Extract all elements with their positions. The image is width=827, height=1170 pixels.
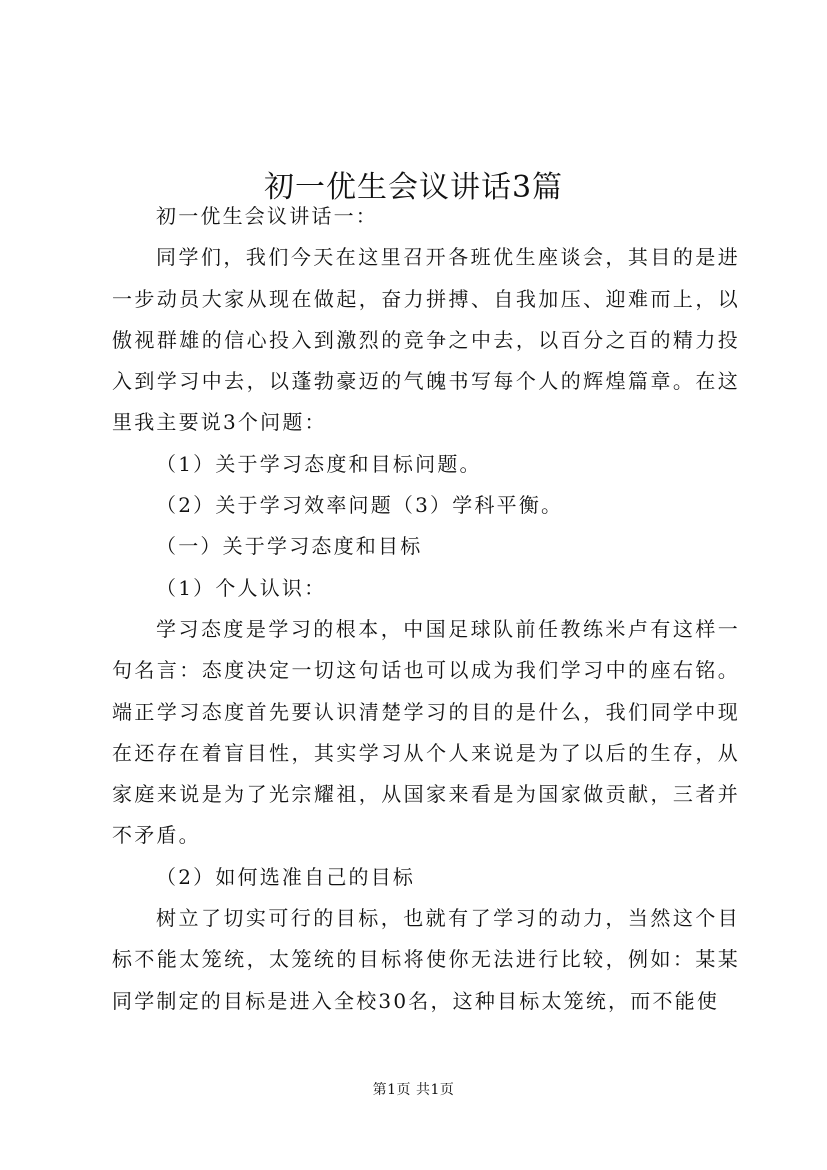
paragraph-goal: 树立了切实可行的目标，也就有了学习的动力，当然这个目标不能太笼统，太笼统的目标将使你无法进行比较，例如：某某同学制定的目标是进入全校30名，这种目标太笼统，而不能使 [112, 906, 740, 1013]
paragraph-attitude: 学习态度是学习的根本，中国足球队前任教练米卢有这样一句名言：态度决定一切这句话也可以成为我们学习中的座右铭。端正学习态度首先要认识清楚学习的目的是什么，我们同学中现在还存在着盲目性，其实学习从个人来说是为了以后的生存，从家庭来说是为了光宗耀祖，从国家来看是为国家做贡献，三者并不矛盾。 [112, 616, 740, 848]
paragraph-speech-heading: 初一优生会议讲话一： [156, 204, 378, 228]
paragraph-subheading-personal: （1）个人认识： [156, 575, 327, 600]
paragraph-point-2-3: （2）关于学习效率问题（3）学科平衡。 [156, 493, 564, 518]
document-title: 初一优生会议讲话3篇 [263, 170, 564, 206]
paragraph-point-1: （1）关于学习态度和目标问题。 [156, 451, 482, 476]
paragraph-opening: 同学们，我们今天在这里召开各班优生座谈会，其目的是进一步动员大家从现在做起，奋力拼搏、自我加压、迎难而上，以傲视群雄的信心投入到激烈的竞争之中去，以百分之百的精力投入到学习中去，以蓬勃豪迈的气魄书写每个人的辉煌篇章。在这里我主要说3个问题： [112, 245, 740, 435]
document-body [112, 196, 740, 1022]
paragraph-section-heading: （一）关于学习态度和目标 [156, 534, 423, 559]
paragraph-subheading-goal: （2）如何选准自己的目标 [156, 864, 416, 889]
page-footer: 第1页 共1页 [372, 1082, 455, 1098]
